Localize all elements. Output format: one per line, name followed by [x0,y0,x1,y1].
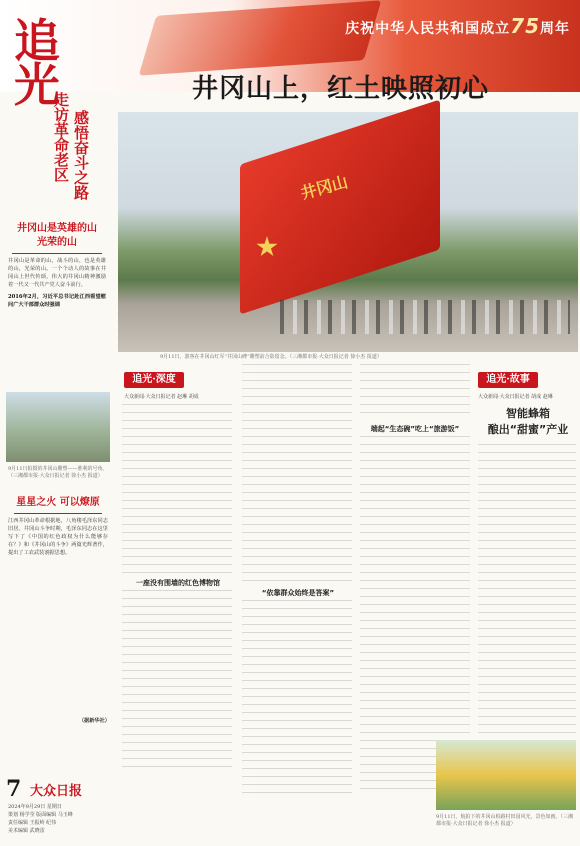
section-story-label: 追光·故事 [478,372,538,388]
footer-editor-2: 责任编辑 王振岭 纪伟 [8,820,57,826]
trumpet-photo-caption: 9月11日拍摄的井冈山雕塑——胜利的号角。（三湘都市报·大众日报记者 徐小杰 报道） [8,466,108,479]
deep-byline: 大众新闻·大众日报记者 赵琳 胡成 [124,394,199,400]
anniversary-suffix: 周年 [540,21,570,37]
left-body-2: 江西井冈山革命根据地，八角楼毛泽东同志旧居。井冈山斗争时期，毛泽东同志在这里写下了《中国的红色政权为什么能够存在？》和《井冈山的斗争》两篇光辉著作，提出了工农武装割据思想。 [8,518,108,556]
countryside-photo-caption: 9月11日，航拍下的井冈山柏路村田园风光，景色如画。（三湘都市报·大众日报记者 徐小杰 报道） [436,814,574,827]
left-rule-2 [14,513,102,514]
story-headline-1: 智能蜂箱 [506,407,550,420]
page-number: 7 [6,776,22,802]
story-headline-2: 酿出“甜蜜”产业 [487,423,569,436]
section-deep-label: 追光·深度 [124,372,184,388]
deep-subhead-1: 一座没有围墙的红色博物馆 [136,579,220,587]
left-title-2: 光荣的山 [37,237,77,248]
left-column [4,222,110,309]
left-rule [12,253,102,254]
story-column-text [478,444,576,734]
masthead-guang: 光 [14,58,60,112]
masthead-vertical-1: 走访革命老区 [52,92,70,182]
countryside-photo [436,740,576,810]
deep-column-text-2 [122,590,232,770]
page-headline: 井冈山上，红土映照初心 [192,74,490,104]
paper-name: 大众日报 [30,784,83,799]
masthead-vertical-2: 感悟奋斗之路 [72,110,90,200]
main-photo-caption: 9月11日，游客在井冈山红军“井冈山碑”雕塑前合影留念。（三湘都市报·大众日报记者 徐小杰 报道） [160,354,382,360]
story-byline: 大众新闻·大众日报记者 胡成 赵琳 [478,394,553,400]
left-date-note: 2016年2月，习近平总书记赴江西看望慰问广大干部群众时强调 [8,294,106,308]
left-title-3: 星星之火 可以燎原 [16,497,100,508]
trumpet-photo [6,392,110,462]
footer-date: 2024年9月29日 星期日 [8,804,62,810]
deep-column-text-4 [242,600,352,800]
deep-column-text-3 [242,364,352,582]
deep-subhead-3: 端起“生态碗”吃上“旅游饭” [370,425,460,433]
visitors-crowd [280,300,570,334]
left-source: （据新华社） [78,718,110,724]
deep-subhead-2: “依靠群众始终是答案” [261,589,335,597]
deep-column-text-1 [122,404,232,574]
monument-inscription: 井冈山 [298,172,350,203]
deep-column-text-5 [360,364,470,418]
left-title-1: 井冈山是英雄的山 [17,223,97,234]
anniversary-text: 庆祝中华人民共和国成立 [345,21,511,37]
footer-editor-1: 策划 杨学莹 版面编辑 马玉峰 [8,812,73,818]
left-column-2 [6,496,110,725]
masthead-zhui: 追 [14,14,60,68]
footer-editor-3: 美术编辑 武晓雷 [8,828,45,834]
left-body: 井冈山是革命的山，战斗的山，也是英雄的山，光荣的山。一个个动人的故事在井冈山上世代传颂，伟大的井冈山精神激励着一代又一代共产党人奋斗前行。 [8,258,106,288]
anniversary-title [345,14,570,38]
anniversary-number: 75 [510,14,540,38]
